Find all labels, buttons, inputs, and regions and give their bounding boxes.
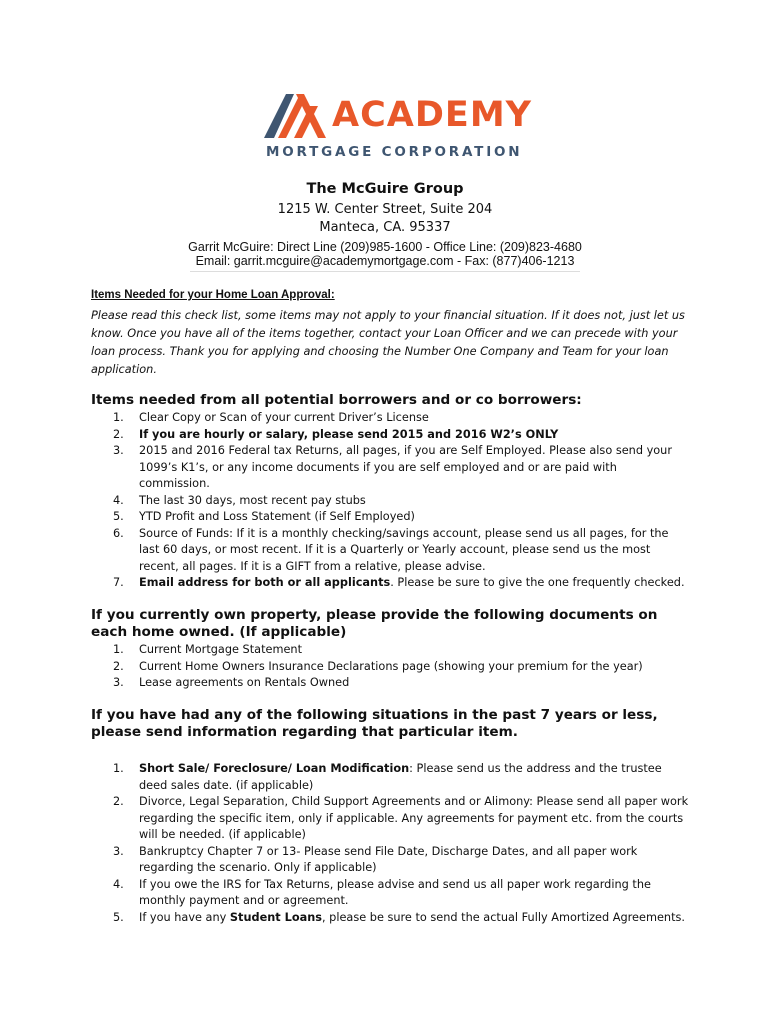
list-item [91, 427, 691, 444]
list-situations [91, 761, 691, 926]
list-item-number: 2. [113, 795, 124, 808]
section-heading-all-borrowers: Items needed from all potential borrowers and or co borrowers: [91, 392, 582, 408]
list-item [91, 526, 691, 576]
academy-logo [262, 92, 532, 164]
list-item-text-tail: : Please send us the address and the trustee deed sales date. (if applicable) [139, 762, 662, 792]
list-item-number: 5. [113, 910, 124, 924]
section-heading-property: If you currently own property, please provide the following documents on each home owned. (If applicable) [91, 607, 658, 640]
list-item-text-tail: , please be sure to send the actual Fully Amortized Agreements. [321, 910, 685, 924]
logo-word: ACADEMY [332, 95, 532, 135]
list-item-text: 2015 and 2016 Federal tax Returns, all pages, if you are Self Employed. Please also send your 1099’s K1’s, or any income documents if you are self employed and or are paid with commission. [139, 444, 672, 490]
list-item [91, 410, 691, 427]
group-title: The McGuire Group [306, 181, 464, 197]
list-item [91, 642, 691, 659]
list-item [91, 675, 691, 692]
list-item [91, 509, 691, 526]
list-item-text: Clear Copy or Scan of your current Driver’s License [139, 411, 429, 424]
list-item-number: 5. [113, 510, 124, 523]
list-item [91, 844, 691, 877]
list-item [91, 794, 691, 844]
list-item-text: If you owe the IRS for Tax Returns, please advise and send us all paper work regarding the monthly payment and or agreement. [139, 877, 651, 907]
list-item [91, 659, 691, 676]
list-item-text: Source of Funds: If it is a monthly checking/savings account, please send us all pages, for the last 60 days, or most recent. If it is a Quarterly or Yearly account, please send us the most recent, all pages. If it is a GIFT from a relative, please advise. [139, 526, 669, 573]
list-item-text: YTD Profit and Loss Statement (if Self Employed) [139, 510, 415, 523]
list-item-number: 1. [113, 762, 124, 775]
contact-phones: Garrit McGuire: Direct Line (209)985-1600 - Office Line: (209)823-4680 [188, 240, 582, 254]
address-line-2: Manteca, CA. 95337 [319, 220, 451, 235]
list-item-text: Current Home Owners Insurance Declarations page (showing your premium for the year) [139, 659, 643, 673]
list-item-text: Bankruptcy Chapter 7 or 13- Please send File Date, Discharge Dates, and all paper work regarding the scenario. Only if applicable) [139, 844, 638, 874]
list-item-text: If you have any [139, 910, 230, 924]
list-item-text: Lease agreements on Rentals Owned [139, 676, 350, 689]
list-item [91, 910, 691, 927]
intro-text: Please read this check list, some items may not apply to your financial situation. If it does not, just let us know. Once you have all of the items together, contact your Loan Officer and we can precede with your loan process. Thank you for applying and choosing the Number One Company and Team for your loan application. [91, 309, 685, 376]
list-item [91, 443, 691, 493]
list-item [91, 575, 691, 592]
academy-logo-mark-icon [264, 92, 334, 142]
list-item-number: 3. [113, 676, 124, 689]
list-item-number: 1. [113, 411, 124, 424]
list-item-number: 2. [113, 427, 124, 441]
section-heading-situations: If you have had any of the following situations in the past 7 years or less, please send information regarding that particular item. [91, 707, 658, 740]
logo-subtitle: MORTGAGE CORPORATION [266, 144, 523, 160]
list-item [91, 877, 691, 910]
contact-email-fax: Email: garrit.mcguire@academymortgage.com - Fax: (877)406-1213 [195, 254, 575, 268]
list-item-number: 3. [113, 844, 124, 858]
list-item-text-tail: . Please be sure to give the one frequently checked. [390, 576, 685, 589]
list-item-number: 7. [113, 576, 124, 589]
address-line-1: 1215 W. Center Street, Suite 204 [277, 202, 493, 217]
list-item-text: Divorce, Legal Separation, Child Support Agreements and or Alimony: Please send all paper work regarding the specific item, only if applicable. Any agreements for payment etc. from the courts will be needed. (if applicable) [139, 795, 689, 841]
intro-label: Items Needed for your Home Loan Approval: [91, 289, 335, 301]
list-item-number: 3. [113, 444, 124, 457]
list-item-bold-text: If you are hourly or salary, please send 2015 and 2016 W2’s ONLY [139, 427, 559, 441]
list-item-number: 4. [113, 877, 124, 891]
list-item [91, 493, 691, 510]
list-item-text: The last 30 days, most recent pay stubs [139, 493, 366, 507]
list-item-number: 1. [113, 643, 124, 656]
list-all-borrowers [91, 410, 691, 592]
list-item-bold-text: Email address for both or all applicants [139, 576, 391, 589]
list-property [91, 642, 691, 692]
list-item-bold-text: Short Sale/ Foreclosure/ Loan Modification [139, 762, 410, 775]
list-item-bold-text: Student Loans [229, 910, 322, 924]
list-item-number: 6. [113, 526, 124, 540]
list-item [91, 761, 691, 794]
list-item-number: 2. [113, 659, 124, 673]
header-divider [190, 271, 580, 272]
list-item-text: Current Mortgage Statement [139, 643, 303, 656]
list-item-number: 4. [113, 493, 124, 507]
